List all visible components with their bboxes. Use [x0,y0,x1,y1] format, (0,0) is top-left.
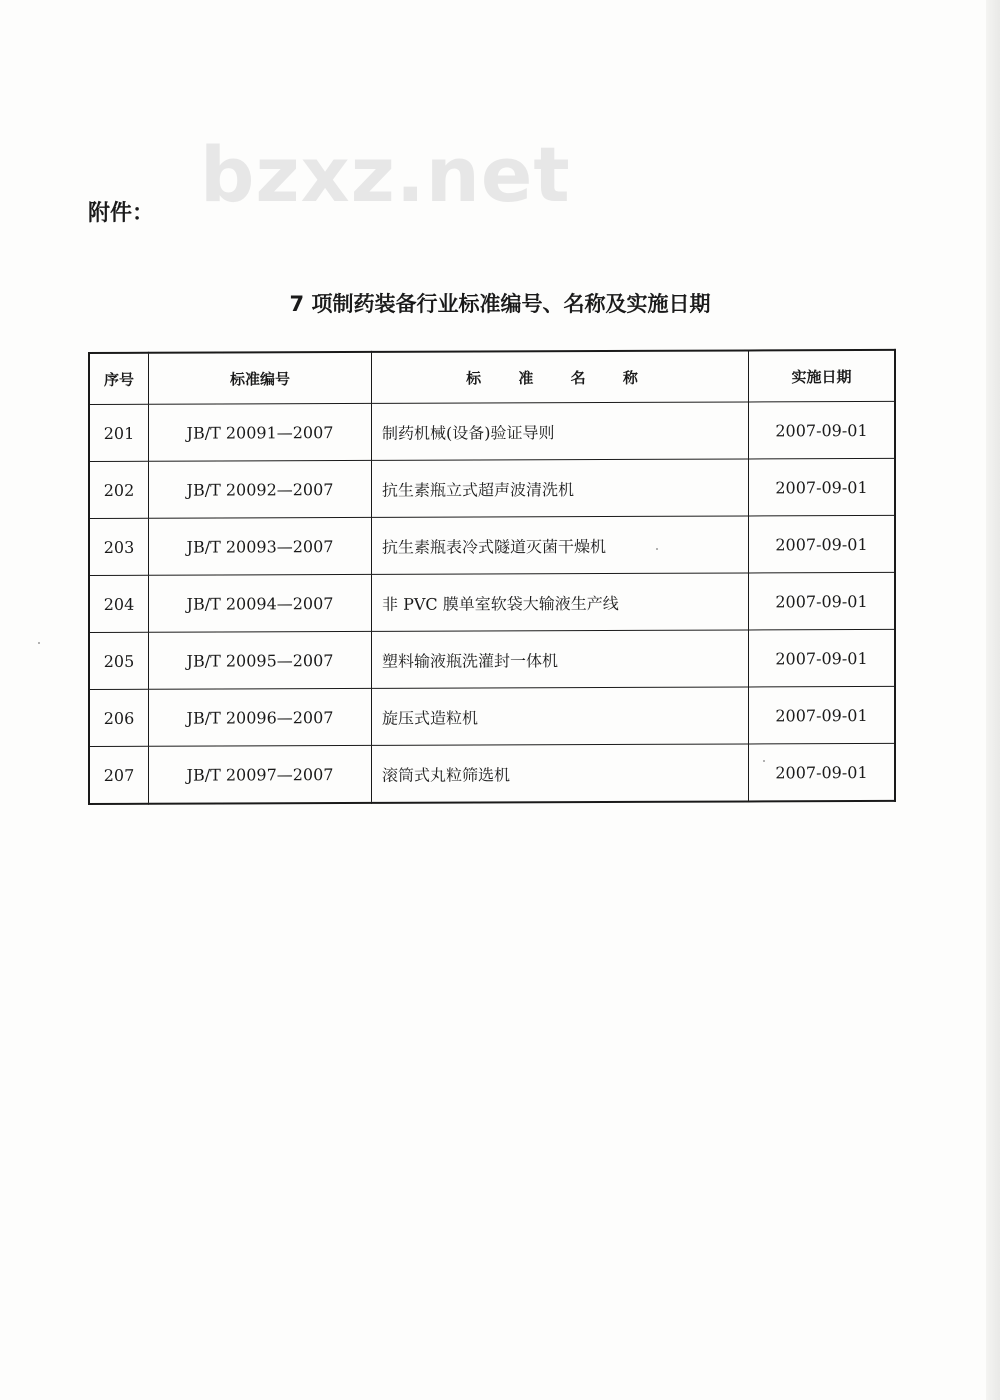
document-title: 7 项制药装备行业标准编号、名称及实施日期 [289,292,711,316]
cell-seq: 206 [89,689,149,746]
cell-name: 抗生素瓶立式超声波清洗机 [372,459,749,517]
cell-code: JB/T 20091—2007 [149,403,372,461]
cell-name: 塑料输液瓶洗灌封一体机 [372,630,749,688]
cell-code: JB/T 20095—2007 [149,631,372,689]
table-row [89,743,895,804]
cell-code: JB/T 20093—2007 [149,517,372,575]
cell-date: 2007-09-01 [749,458,896,516]
attachment-label: 附件： [88,201,155,226]
table-row [89,686,895,746]
header-code: 标准编号 [149,352,372,404]
watermark: bzxz.net [200,130,571,219]
standards-table [88,349,896,805]
cell-seq: 202 [89,461,149,518]
table-header-row [89,350,895,405]
cell-name: 非 PVC 膜单室软袋大输液生产线 [372,573,749,631]
cell-date: 2007-09-01 [749,686,896,744]
cell-seq: 204 [89,575,149,632]
header-seq: 序号 [89,353,149,405]
cell-date: 2007-09-01 [749,401,896,459]
scan-speck [38,642,40,644]
cell-code: JB/T 20097—2007 [149,745,372,803]
standards-table-container [88,349,893,805]
cell-code: JB/T 20094—2007 [149,574,372,632]
cell-code: JB/T 20096—2007 [149,688,372,746]
table-row [89,572,895,632]
table-row [89,629,895,689]
table-row [89,401,895,461]
table-row [89,515,895,575]
page-edge-shadow [986,0,1000,1400]
cell-date: 2007-09-01 [749,743,896,801]
cell-seq: 201 [89,404,149,461]
scan-speck [656,548,658,550]
scan-speck [763,760,765,762]
cell-seq: 205 [89,632,149,689]
header-name: 标 准 名 称 [372,350,749,403]
cell-name: 旋压式造粒机 [372,687,749,745]
cell-name: 抗生素瓶表冷式隧道灭菌干燥机 [372,516,749,574]
table-row [89,458,895,518]
cell-seq: 207 [89,746,149,804]
cell-date: 2007-09-01 [749,515,896,573]
cell-seq: 203 [89,518,149,575]
cell-code: JB/T 20092—2007 [149,460,372,518]
cell-name: 制药机械(设备)验证导则 [372,402,749,460]
cell-date: 2007-09-01 [749,629,896,687]
header-date: 实施日期 [749,350,896,402]
cell-date: 2007-09-01 [749,572,896,630]
cell-name: 滚筒式丸粒筛选机 [372,744,749,803]
